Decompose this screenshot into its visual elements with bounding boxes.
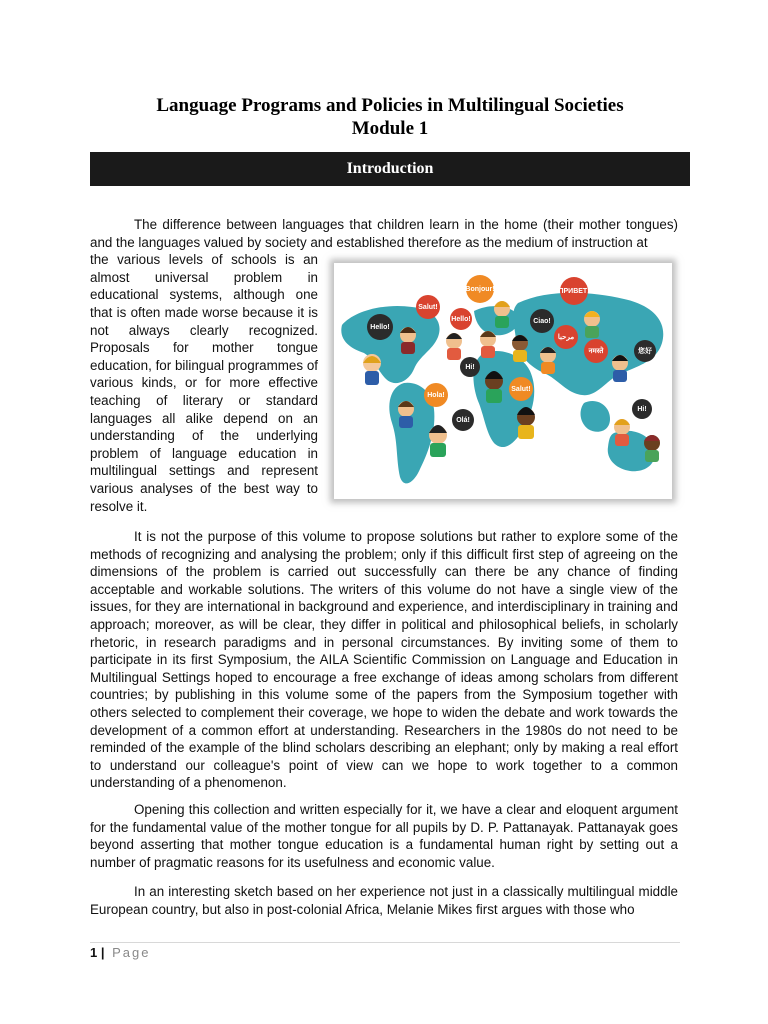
paragraph-1-lead: The difference between languages that children learn in the home (their mother tongues) and the languages valued by society and established therefore as the medium of instruction at xyxy=(90,217,678,250)
svg-text:Hola!: Hola! xyxy=(427,392,445,399)
svg-text:Hi!: Hi! xyxy=(637,406,647,413)
footer-separator: | xyxy=(100,945,105,960)
paragraph-2: It is not the purpose of this volume to propose solutions but rather to explore some of the methods of recognizing and analysing the problem; only if this difficult first step of agreeing on the dimensions of the problem is carried out successfully can there be any chance of finding acceptable and workable solutions. The writers of this volume do not have a single view of the issues, for they are international in background and experience, and interdisciplinary in training and approach; moreover, as will be clear, they differ in political and philosophical beliefs, in scholarly rhetoric, in research paradigms and in personal circumstances. By inviting some of them to participate in its first Symposium, the AILA Scientific Commission on Language and Education in Multilingual Settings hoped to encourage a free exchange of ideas among scholars from different countries; by publishing in this volume some of the papers from the Symposium together with others selected to complement their coverage, we hope to widen the debate and work towards the development of a common effort at understanding. Researchers in the 1980s do not need to be reminded of the example of the blind scholars describing an elephant; only by making a real effort to understand our colleague's point of view can we hope to work together to a common understanding of a phenomenon. xyxy=(90,529,678,791)
svg-text:Hi!: Hi! xyxy=(465,364,475,371)
page-footer xyxy=(90,945,151,960)
footer-divider xyxy=(90,942,680,943)
section-heading: Introduction xyxy=(346,160,434,177)
paragraph-3: Opening this collection and written especially for it, we have a clear and eloquent argument for the fundamental value of the mother tongue for all pupils by D. P. Pattanayak. Pattanayak goes beyond asserting that mother tongue education is a fundamental human right by setting out a number of pragmatic reasons for its usefulness and economic value. xyxy=(90,802,678,870)
page-label: Page xyxy=(112,945,151,960)
svg-text:您好: 您好 xyxy=(638,348,652,355)
map-svg xyxy=(334,263,672,499)
svg-text:Bonjour!: Bonjour! xyxy=(465,286,495,293)
page-number: 1 xyxy=(90,945,98,960)
svg-text:Salut!: Salut! xyxy=(511,386,531,393)
svg-text:नमस्ते: नमस्ते xyxy=(588,348,604,355)
document-title: Language Programs and Policies in Multilingual Societies xyxy=(156,95,624,116)
paragraph-4: In an interesting sketch based on her experience not just in a classically multilingual middle European country, but also in post-colonial Africa, Melanie Mikes first argues with those who xyxy=(90,884,678,917)
paragraph-1-wrapped: the various levels of schools is an almost universal problem in educational systems, although one that is often made worse because it is not always clearly recognized. Proposals for mother tongue education, for bilingual programmes of various kinds, or for more effective teaching of literary or standard languages all alike depend on an understanding of the underlying problem of language education in multilingual settings and represent various analyses of the best way to resolve it. xyxy=(90,252,318,514)
svg-text:ПРИВЕТ!: ПРИВЕТ! xyxy=(558,288,590,295)
svg-text:Hello!: Hello! xyxy=(451,316,471,323)
module-label: Module 1 xyxy=(351,118,429,139)
svg-text:مرحبا: مرحبا xyxy=(557,334,575,341)
world-map-greetings-illustration xyxy=(334,263,672,499)
svg-text:Ciao!: Ciao! xyxy=(533,318,551,325)
section-heading-bar xyxy=(90,152,690,186)
svg-text:Olá!: Olá! xyxy=(456,417,470,424)
svg-text:Hello!: Hello! xyxy=(370,324,390,331)
svg-text:Salut!: Salut! xyxy=(418,304,438,311)
